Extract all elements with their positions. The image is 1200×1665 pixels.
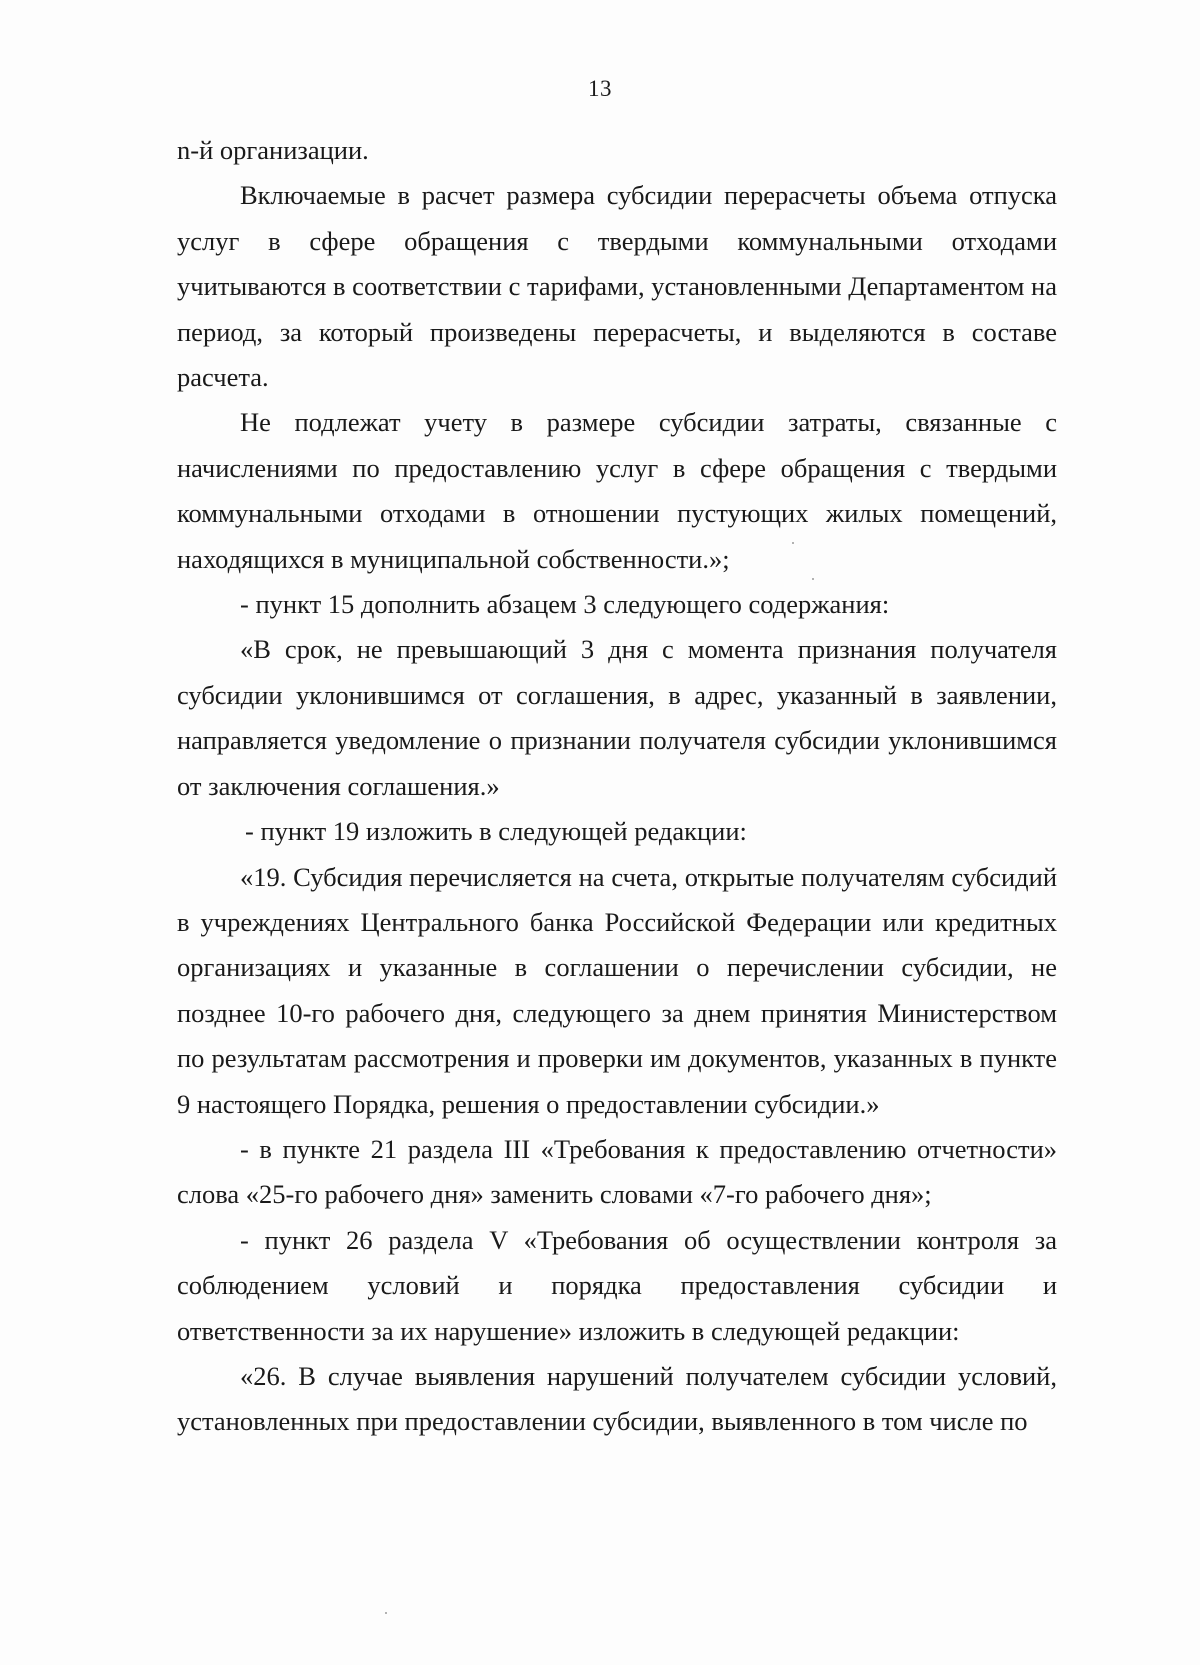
- paragraph-recalculations: Включаемые в расчет размера субсидии перерасчеты объема отпуска услуг в сфере обращения с твердыми коммунальными отходами учитываются в соответствии с тарифами, установленными Департаментом на период, за который произведены перерасчеты, и выделяются в составе расчета.: [177, 180, 1057, 393]
- paragraph-continuation: n-й организации.: [177, 135, 369, 165]
- scan-speck: [385, 1612, 387, 1614]
- scan-speck: [812, 578, 814, 580]
- page-number: 13: [588, 76, 612, 101]
- scan-speck: [792, 542, 794, 544]
- paragraph-item-19-text: «19. Субсидия перечисляется на счета, открытые получателям субсидий в учреждениях Центрального банка Российской Федерации или кредитных организациях и указанные в соглашении о перечислении субсидии, не позднее 10-го рабочего дня, следующего за днем принятия Министерством по результатам рассмотрения и проверки им документов, указанных в пункте 9 настоящего Порядка, решения о предоставлении субсидии.»: [177, 861, 1057, 1119]
- document-body: [177, 128, 1057, 1445]
- paragraph-excluded-costs: Не подлежат учету в размере субсидии затраты, связанные с начислениями по предоставлению услуг в сфере обращения с твердыми коммунальными отходами в отношении пустующих жилых помещений, находящихся в муниципальной собственности.»;: [177, 407, 1057, 574]
- paragraph-item-26-amendment: - пункт 26 раздела V «Требования об осуществлении контроля за соблюдением условий и порядка предоставления субсидии и ответственности за их нарушение» изложить в следующей редакции:: [177, 1224, 1057, 1346]
- paragraph-item-15-text: «В срок, не превышающий 3 дня с момента признания получателя субсидии уклонившимся от соглашения, в адрес, указанный в заявлении, направляется уведомление о признании получателя субсидии уклонившимся от заключения соглашения.»: [177, 634, 1057, 801]
- paragraph-item-15-amendment: - пункт 15 дополнить абзацем 3 следующего содержания:: [240, 589, 890, 620]
- paragraph-item-26-text: «26. В случае выявления нарушений получателем субсидии условий, установленных при предоставлении субсидии, выявленного в том числе по: [177, 1360, 1057, 1437]
- paragraph-item-21-amendment: - в пункте 21 раздела III «Требования к предоставлению отчетности» слова «25-го рабочего дня» заменить словами «7-го рабочего дня»;: [177, 1133, 1057, 1210]
- paragraph-item-19-amendment: - пункт 19 изложить в следующей редакции:: [245, 816, 747, 847]
